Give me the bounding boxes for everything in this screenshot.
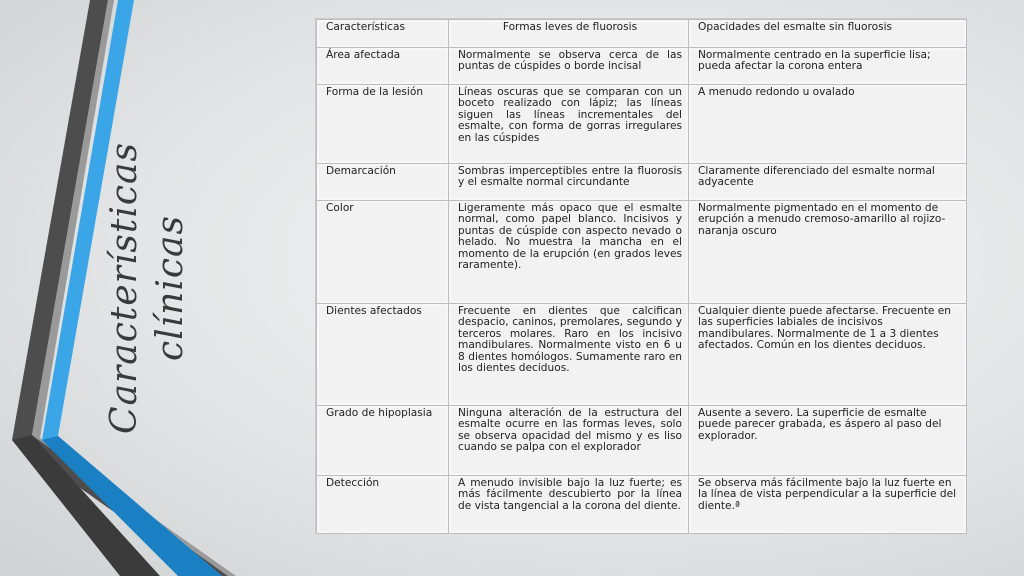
row-fluorosis-cell: Normalmente se observa cerca de las puntas de cúspides o borde incisal xyxy=(449,48,689,85)
row-opacities-cell: Claramente diferenciado del esmalte normal adyacente xyxy=(689,164,967,201)
table-row xyxy=(317,164,967,201)
row-fluorosis-cell: Sombras imperceptibles entre la fluorosis y el esmalte normal circundante xyxy=(449,164,689,201)
header-opacities: Opacidades del esmalte sin fluorosis xyxy=(689,20,967,48)
row-fluorosis-cell: Ligeramente más opaco que el esmalte normal, como papel blanco. Incisivos y puntas de cúspide con aspecto nevado o helado. No muestra la mancha en el momento de la erupción (en grados leves raramente). xyxy=(449,201,689,304)
row-opacities-cell: Cualquier diente puede afectarse. Frecuente en las superficies labiales de incisivos mandibulares. Normalmente de 1 a 3 dientes afectados. Común en los dientes deciduos. xyxy=(689,304,967,406)
row-opacities-cell: Normalmente centrado en la superficie lisa; pueda afectar la corona entera xyxy=(689,48,967,85)
row-label: Color xyxy=(317,201,449,304)
table-row xyxy=(317,304,967,406)
slide-title-line2: clínicas xyxy=(150,215,191,362)
table-header-row xyxy=(317,20,967,48)
row-label: Grado de hipoplasia xyxy=(317,406,449,476)
row-opacities-cell: Se observa más fácilmente bajo la luz fuerte en la línea de vista perpendicular a la superficie del diente.ª xyxy=(689,476,967,534)
comparison-table xyxy=(316,19,966,533)
slide-title-line1: Características xyxy=(104,142,145,434)
row-opacities-cell: Ausente a severo. La superficie de esmalte puede parecer grabada, es áspero al paso del explorador. xyxy=(689,406,967,476)
row-label: Dientes afectados xyxy=(317,304,449,406)
table-row xyxy=(317,201,967,304)
row-label: Forma de la lesión xyxy=(317,85,449,164)
row-label: Detección xyxy=(317,476,449,534)
row-fluorosis-cell: A menudo invisible bajo la luz fuerte; es más fácilmente descubierto por la línea de vista tangencial a la corona del diente. xyxy=(449,476,689,534)
row-label: Área afectada xyxy=(317,48,449,85)
table-row xyxy=(317,48,967,85)
row-opacities-cell: Normalmente pigmentado en el momento de erupción a menudo cremoso-amarillo al rojizo-naranja oscuro xyxy=(689,201,967,304)
table-row xyxy=(317,85,967,164)
slide-title xyxy=(102,142,194,434)
row-opacities-cell: A menudo redondo u ovalado xyxy=(689,85,967,164)
header-characteristics: Características xyxy=(317,20,449,48)
header-fluorosis: Formas leves de fluorosis xyxy=(449,20,689,48)
table-row xyxy=(317,406,967,476)
row-fluorosis-cell: Ninguna alteración de la estructura del esmalte ocurre en las formas leves, solo se observa opacidad del mismo y es liso cuando se palpa con el explorador xyxy=(449,406,689,476)
row-fluorosis-cell: Frecuente en dientes que calcifican despacio, caninos, premolares, segundo y terceros molares. Raro en los incisivo mandibulares. Normalmente visto en 6 u 8 dientes homólogos. Sumamente raro en los dientes deciduos. xyxy=(449,304,689,406)
row-label: Demarcación xyxy=(317,164,449,201)
row-fluorosis-cell: Líneas oscuras que se comparan con un boceto realizado con lápiz; las líneas siguen las líneas incrementales del esmalte, con forma de gorras irregulares en las cúspides xyxy=(449,85,689,164)
table-row xyxy=(317,476,967,534)
